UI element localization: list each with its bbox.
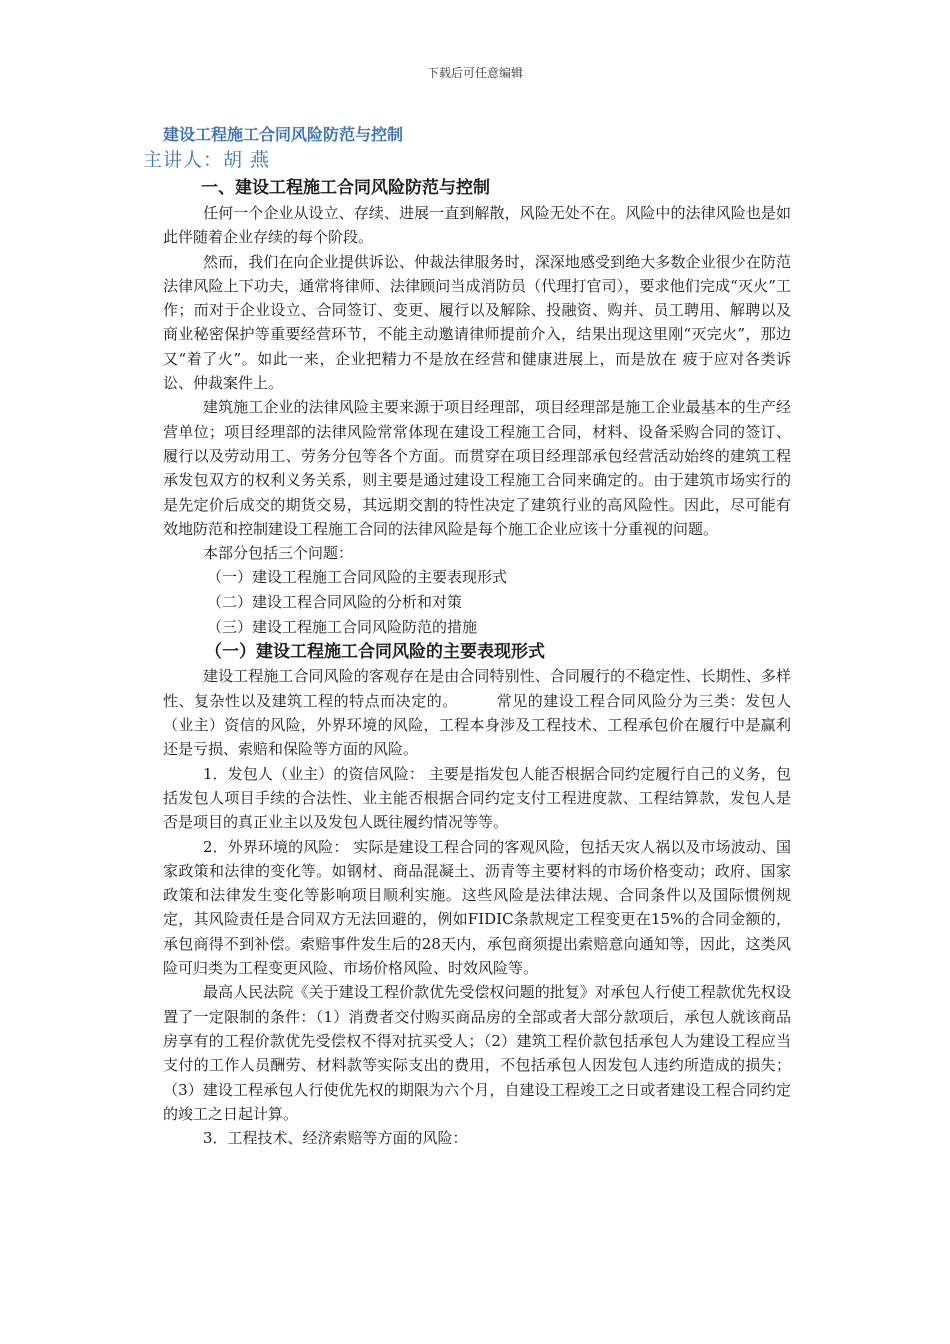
paragraph: 建设工程施工合同风险的客观存在是由合同特别性、合同履行的不稳定性、长期性、多样性、复杂性以及建筑工程的特点而决定的。 常见的建设工程合同风险分为三类：发包人（业主）资信的风险，外界环境的风险，工程本身涉及工程技术、工程承包价在履行中是赢利还是亏损、索赔和保险等方面的风险。 xyxy=(163,667,791,759)
document-title: 建设工程施工合同风险防范与控制 xyxy=(163,125,404,144)
section-heading-2: （一）建设工程施工合同风险的主要表现形式 xyxy=(205,642,545,663)
paragraph: 3．工程技术、经济索赔等方面的风险： xyxy=(203,1129,468,1148)
speaker-line: 主讲人：胡 燕 xyxy=(143,149,271,171)
list-item: （二）建设工程合同风险的分析和对策 xyxy=(207,593,463,612)
paragraph: 2．外界环境的风险： 实际是建设工程合同的客观风险，包括天灾人祸以及市场波动、国家政策和法律的变化等。如钢材、商品混凝土、沥青等主要材料的市场价格变动；政府、国家政策和法律发生变化等影响项目顺利实施。这些风险是法律法规、合同条件以及国际惯例规定，其风险责任是合同双方无法回避的，例如FIDIC条款规定工程变更在15%的合同金额的，承包商得不到补偿。索赔事件发生后的28天内，承包商须提出索赔意向通知等，因此，这类风险可归类为工程变更风险、市场价格风险、时效风险等。 xyxy=(163,837,791,978)
paragraph: 然而，我们在向企业提供诉讼、仲裁法律服务时，深深地感受到绝大多数企业很少在防范法律风险上下功夫，通常将律师、法律顾问当成消防员（代理打官司），要求他们完成“灭火”工作；而对于企业设立、合同签订、变更、履行以及解除、投融资、购并、员工聘用、解聘以及商业秘密保护等重要经营环节，不能主动邀请律师提前介入，结果出现这里刚“灭完火”，那边又“着了火”。如此一来，企业把精力不是放在经营和健康进展上，而是放在 疲于应对各类诉讼、仲裁案件上。 xyxy=(163,252,791,393)
paragraph: 任何一个企业从设立、存续、进展一直到解散，风险无处不在。风险中的法律风险也是如此伴随着企业存续的每个阶段。 xyxy=(163,204,791,247)
list-item: （三）建设工程施工合同风险防范的措施 xyxy=(207,618,478,637)
page-header-note: 下载后可任意编辑 xyxy=(426,66,523,80)
list-item: （一）建设工程施工合同风险的主要表现形式 xyxy=(207,568,508,587)
document-body xyxy=(143,123,791,1150)
paragraph: 建筑施工企业的法律风险主要来源于项目经理部，项目经理部是施工企业最基本的生产经营单位；项目经理部的法律风险常常体现在建设工程施工合同，材料、设备采购合同的签订、履行以及劳动用工、劳务分包等各个方面。而贯穿在项目经理部承包经营活动始终的建筑工程承发包双方的权利义务关系，则主要是通过建设工程施工合同来确定的。由于建筑市场实行的是先定价后成交的期货交易，其远期交割的特性决定了建筑行业的高风险性。因此，尽可能有效地防范和控制建设工程施工合同的法律风险是每个施工企业应该十分重视的问题。 xyxy=(163,398,791,538)
paragraph: 本部分包括三个问题： xyxy=(203,544,354,563)
section-heading-1: 一、建设工程施工合同风险防范与控制 xyxy=(201,178,490,198)
paragraph: 1．发包人（业主）的资信风险： 主要是指发包人能否根据合同约定履行自己的义务，包括发包人项目手续的合法性、业主能否根据合同约定支付工程进度款、工程结算款，发包人是否是项目的真正业主以及发包人既往履约情况等等。 xyxy=(163,764,791,832)
paragraph: 最高人民法院《关于建设工程价款优先受偿权问题的批复》对承包人行使工程款优先权设置了一定限制的条件：（1）消费者交付购买商品房的全部或者大部分款项后，承包人就该商品房享有的工程价款优先受偿权不得对抗买受人；（2）建筑工程价款包括承包人为建设工程应当支付的工作人员酬劳、材料款等实际支出的费用，不包括承包人因发包人违约所造成的损失；（3）建设工程承包人行使优先权的期限为六个月，自建设工程竣工之日或者建设工程合同约定的竣工之日起计算。 xyxy=(163,983,791,1123)
